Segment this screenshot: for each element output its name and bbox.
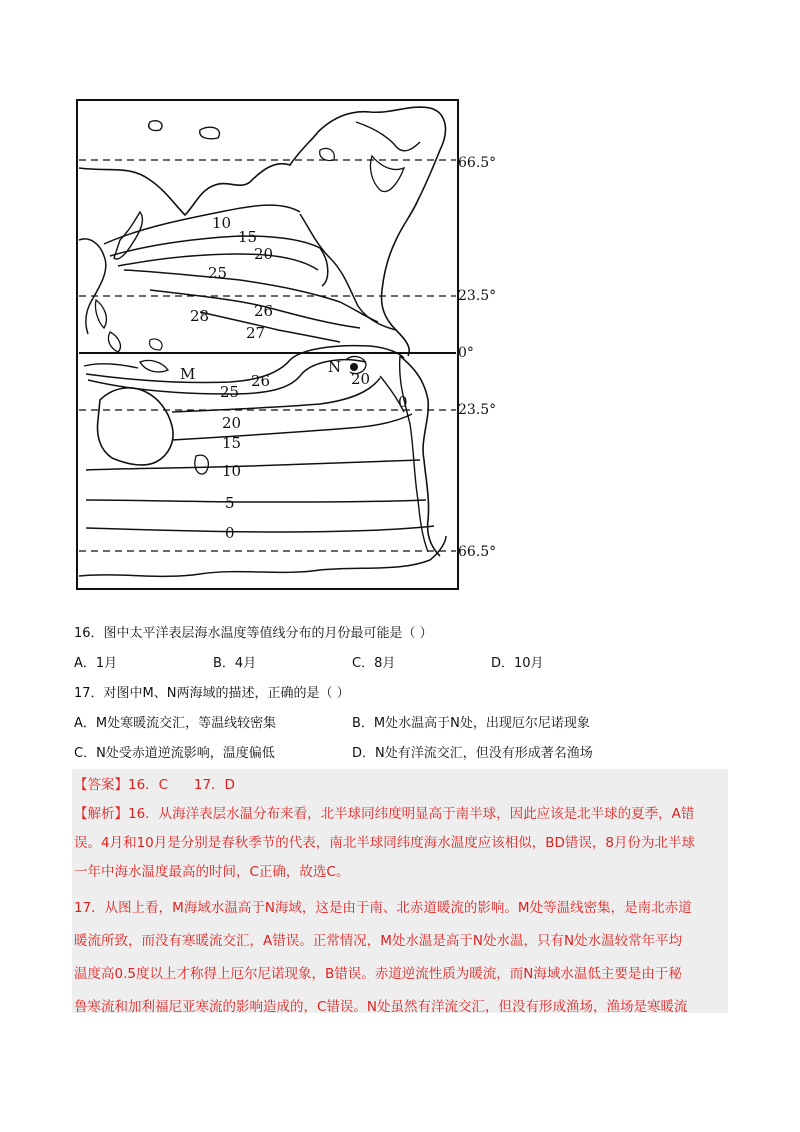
- q17-option-d: D．N处有洋流交汇，但没有形成著名渔场: [352, 746, 593, 761]
- lat-label-66s: 66.5°: [458, 544, 497, 560]
- isotherm-15-s: [172, 414, 412, 440]
- point-n-value: 20: [351, 370, 371, 388]
- na-west-coast: [300, 214, 396, 330]
- analysis-line: 一年中海水温度最高的时间，C正确，故选C。: [74, 864, 350, 880]
- isotherm-label: 0: [225, 524, 235, 542]
- analysis-line: 温度高0.5度以上才称得上厄尔尼诺现象，B错误。赤道逆流性质为暖流，而N海域水温低主要是由于秘: [74, 966, 682, 982]
- q17-option-c: C．N处受赤道逆流影响，温度偏低: [74, 746, 275, 761]
- north-america-coast: [318, 107, 445, 356]
- isotherm-label: 27: [246, 324, 266, 342]
- q16-option-d: D．10月: [491, 656, 544, 671]
- analysis-line: 鲁寒流和加利福尼亚寒流的影响造成的，C错误。N处虽然有洋流交汇，但没有形成渔场，渔场是寒暖流: [74, 999, 688, 1015]
- answer-tag: 【答案】: [74, 777, 128, 793]
- new-zealand: [195, 455, 208, 474]
- china-coast: [79, 239, 106, 334]
- isotherm-label: 15: [222, 434, 242, 452]
- q17-option-a: A．M处寒暖流交汇，等温线较密集: [74, 716, 277, 731]
- lat-label-equator: 0°: [458, 345, 474, 361]
- lat-label-66n: 66.5°: [458, 155, 497, 171]
- isotherm-label: 20: [254, 245, 274, 263]
- question-17-stem: 17．对图中M、N两海域的描述，正确的是（ ）: [74, 686, 350, 701]
- analysis-tag: 【解析】: [74, 806, 128, 822]
- question-16-stem: 16．图中太平洋表层海水温度等值线分布的月份最可能是（ ）: [74, 626, 433, 641]
- analysis-text: 16．从海洋表层水温分布来看，北半球同纬度明显高于南半球，因此应该是北半球的夏季，A错: [128, 806, 695, 822]
- isotherm-label: 25: [220, 383, 240, 401]
- point-n-label: N: [328, 358, 342, 376]
- isotherm-label: 26: [251, 372, 271, 390]
- q16-option-c: C．8月: [352, 656, 396, 671]
- q17-option-b: B．M处水温高于N处，出现厄尔尼诺现象: [352, 716, 590, 731]
- indonesia: [84, 364, 138, 368]
- asia-coast: [79, 132, 318, 215]
- point-m-label: M: [180, 365, 196, 383]
- isotherm-label: 10: [222, 462, 242, 480]
- isotherm-5-s: [86, 500, 426, 502]
- australia: [98, 388, 174, 465]
- isotherm-0-s: [86, 526, 434, 532]
- philippines: [108, 332, 120, 352]
- isotherm-label: 0: [398, 393, 408, 411]
- isotherm-label: 26: [254, 302, 274, 320]
- q16-option-a: A．1月: [74, 656, 118, 671]
- japan: [114, 212, 142, 259]
- answer-line: [74, 773, 235, 793]
- hudson-bay: [370, 156, 404, 192]
- analysis-line: 误。4月和10月是分别是春秋季节的代表，南北半球同纬度海水温度应该相似，BD错误，8月份为北半球: [74, 835, 696, 851]
- isotherm-label: 10: [212, 214, 232, 232]
- isotherm-label: 5: [225, 494, 235, 512]
- q16-option-b: B．4月: [213, 656, 257, 671]
- isotherm-label: 28: [190, 307, 210, 325]
- map-frame: [77, 100, 458, 589]
- analysis-line: 17．从图上看，M海域水温高于N海域，这是由于南、北赤道暖流的影响。M处等温线密集，是南北赤道: [74, 900, 692, 916]
- lat-label-23n: 23.5°: [458, 288, 497, 304]
- isotherm-label: 20: [222, 414, 242, 432]
- antarctica-coast: [79, 536, 446, 576]
- lat-label-23s: 23.5°: [458, 402, 497, 418]
- answer-text: 16．C 17．D: [128, 777, 235, 793]
- analysis-line-1: [74, 802, 694, 822]
- isotherm-label: 25: [208, 264, 228, 282]
- analysis-line: 暖流所致，而没有寒暖流交汇，A错误。正常情况，M处水温是高于N处水温，只有N处水温较常年平均: [74, 933, 683, 949]
- isotherm-label: 15: [238, 228, 258, 246]
